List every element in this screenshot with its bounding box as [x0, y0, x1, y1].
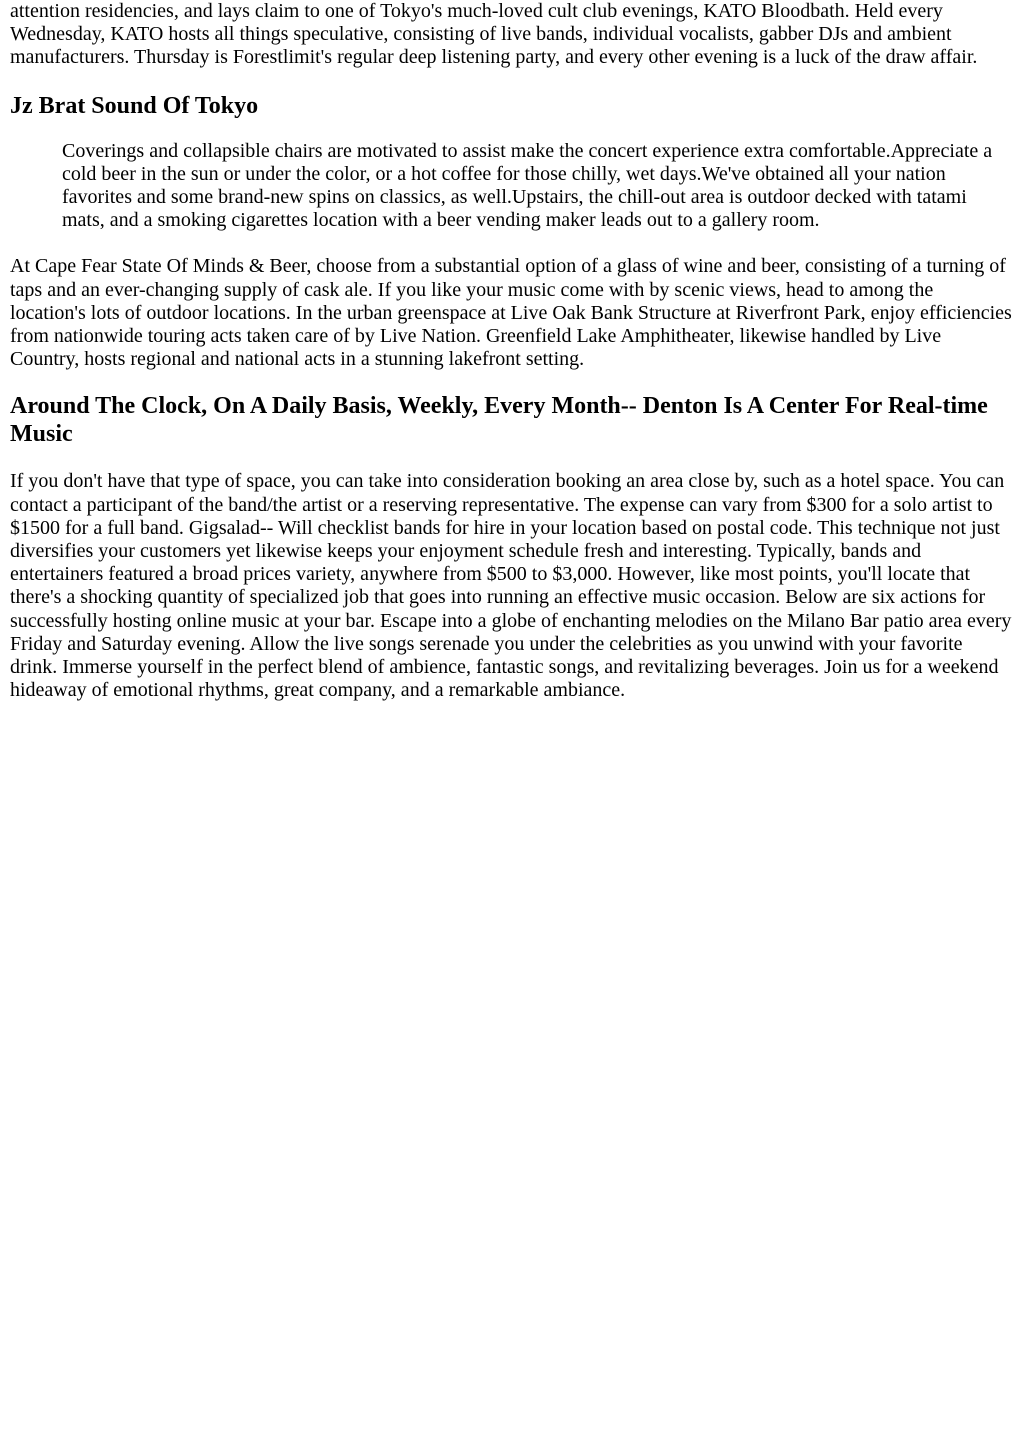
blockquote — [62, 140, 1014, 233]
blockquote-paragraph: Coverings and collapsible chairs are motivated to assist make the concert experience extra comfortable.Appreciate a cold beer in the sun or under the color, or a hot coffee for those chilly, wet days.We've obtained all your nation favorites and some brand-new spins on classics, as well.Upstairs, the chill-out area is outdoor decked with tatami mats, and a smoking cigarettes location with a beer vending maker leads out to a gallery room. — [62, 139, 993, 232]
section-heading-jz-brat: Jz Brat Sound Of Tokyo — [10, 92, 259, 119]
cape-fear-paragraph: At Cape Fear State Of Minds & Beer, choose from a substantial option of a glass of wine and beer, consisting of a turning of taps and an ever-changing supply of cask ale. If you like your music come with by scenic views, head to among the location's lots of outdoor locations. In the urban greenspace at Live Oak Bank Structure at Riverfront Park, enjoy efficiencies from nationwide touring acts taken care of by Live Nation. Greenfield Lake Amphitheater, likewise handled by Live Country, hosts regional and national acts in a stunning lakefront setting. — [10, 255, 1012, 371]
intro-paragraph: attention residencies, and lays claim to one of Tokyo's much-loved cult club evenings, KATO Bloodbath. Held every Wednesday, KATO hosts all things speculative, consisting of live bands, individual vocalists, gabber DJs and ambient manufacturers. Thursday is Forestlimit's regular deep listening party, and every other evening is a luck of the draw affair. — [10, 0, 978, 69]
article-body — [0, 0, 1024, 702]
section-heading-around-the-clock: Around The Clock, On A Daily Basis, Weekly, Every Month-- Denton Is A Center For Real-time Music — [10, 393, 988, 448]
booking-paragraph: If you don't have that type of space, you can take into consideration booking an area close by, such as a hotel space. You can contact a participant of the band/the artist or a reserving representative. The expense can vary from $300 for a solo artist to $1500 for a full band. Gigsalad-- Will checklist bands for hire in your location based on postal code. This technique not just diversifies your customers yet likewise keeps your enjoyment schedule fresh and interesting. Typically, bands and entertainers featured a broad prices variety, anywhere from $500 to $3,000. However, like most points, you'll locate that there's a shocking quantity of specialized job that goes into running an effective music occasion. Below are six actions for successfully hosting online music at your bar. Escape into a globe of enchanting melodies on the Milano Bar patio area every Friday and Saturday evening. Allow the live songs serenade you under the celebrities as you unwind with your favorite drink. Immerse yourself in the perfect blend of ambience, fantastic songs, and revitalizing beverages. Join us for a weekend hideaway of emotional rhythms, great company, and a remarkable ambiance. — [10, 470, 1012, 702]
